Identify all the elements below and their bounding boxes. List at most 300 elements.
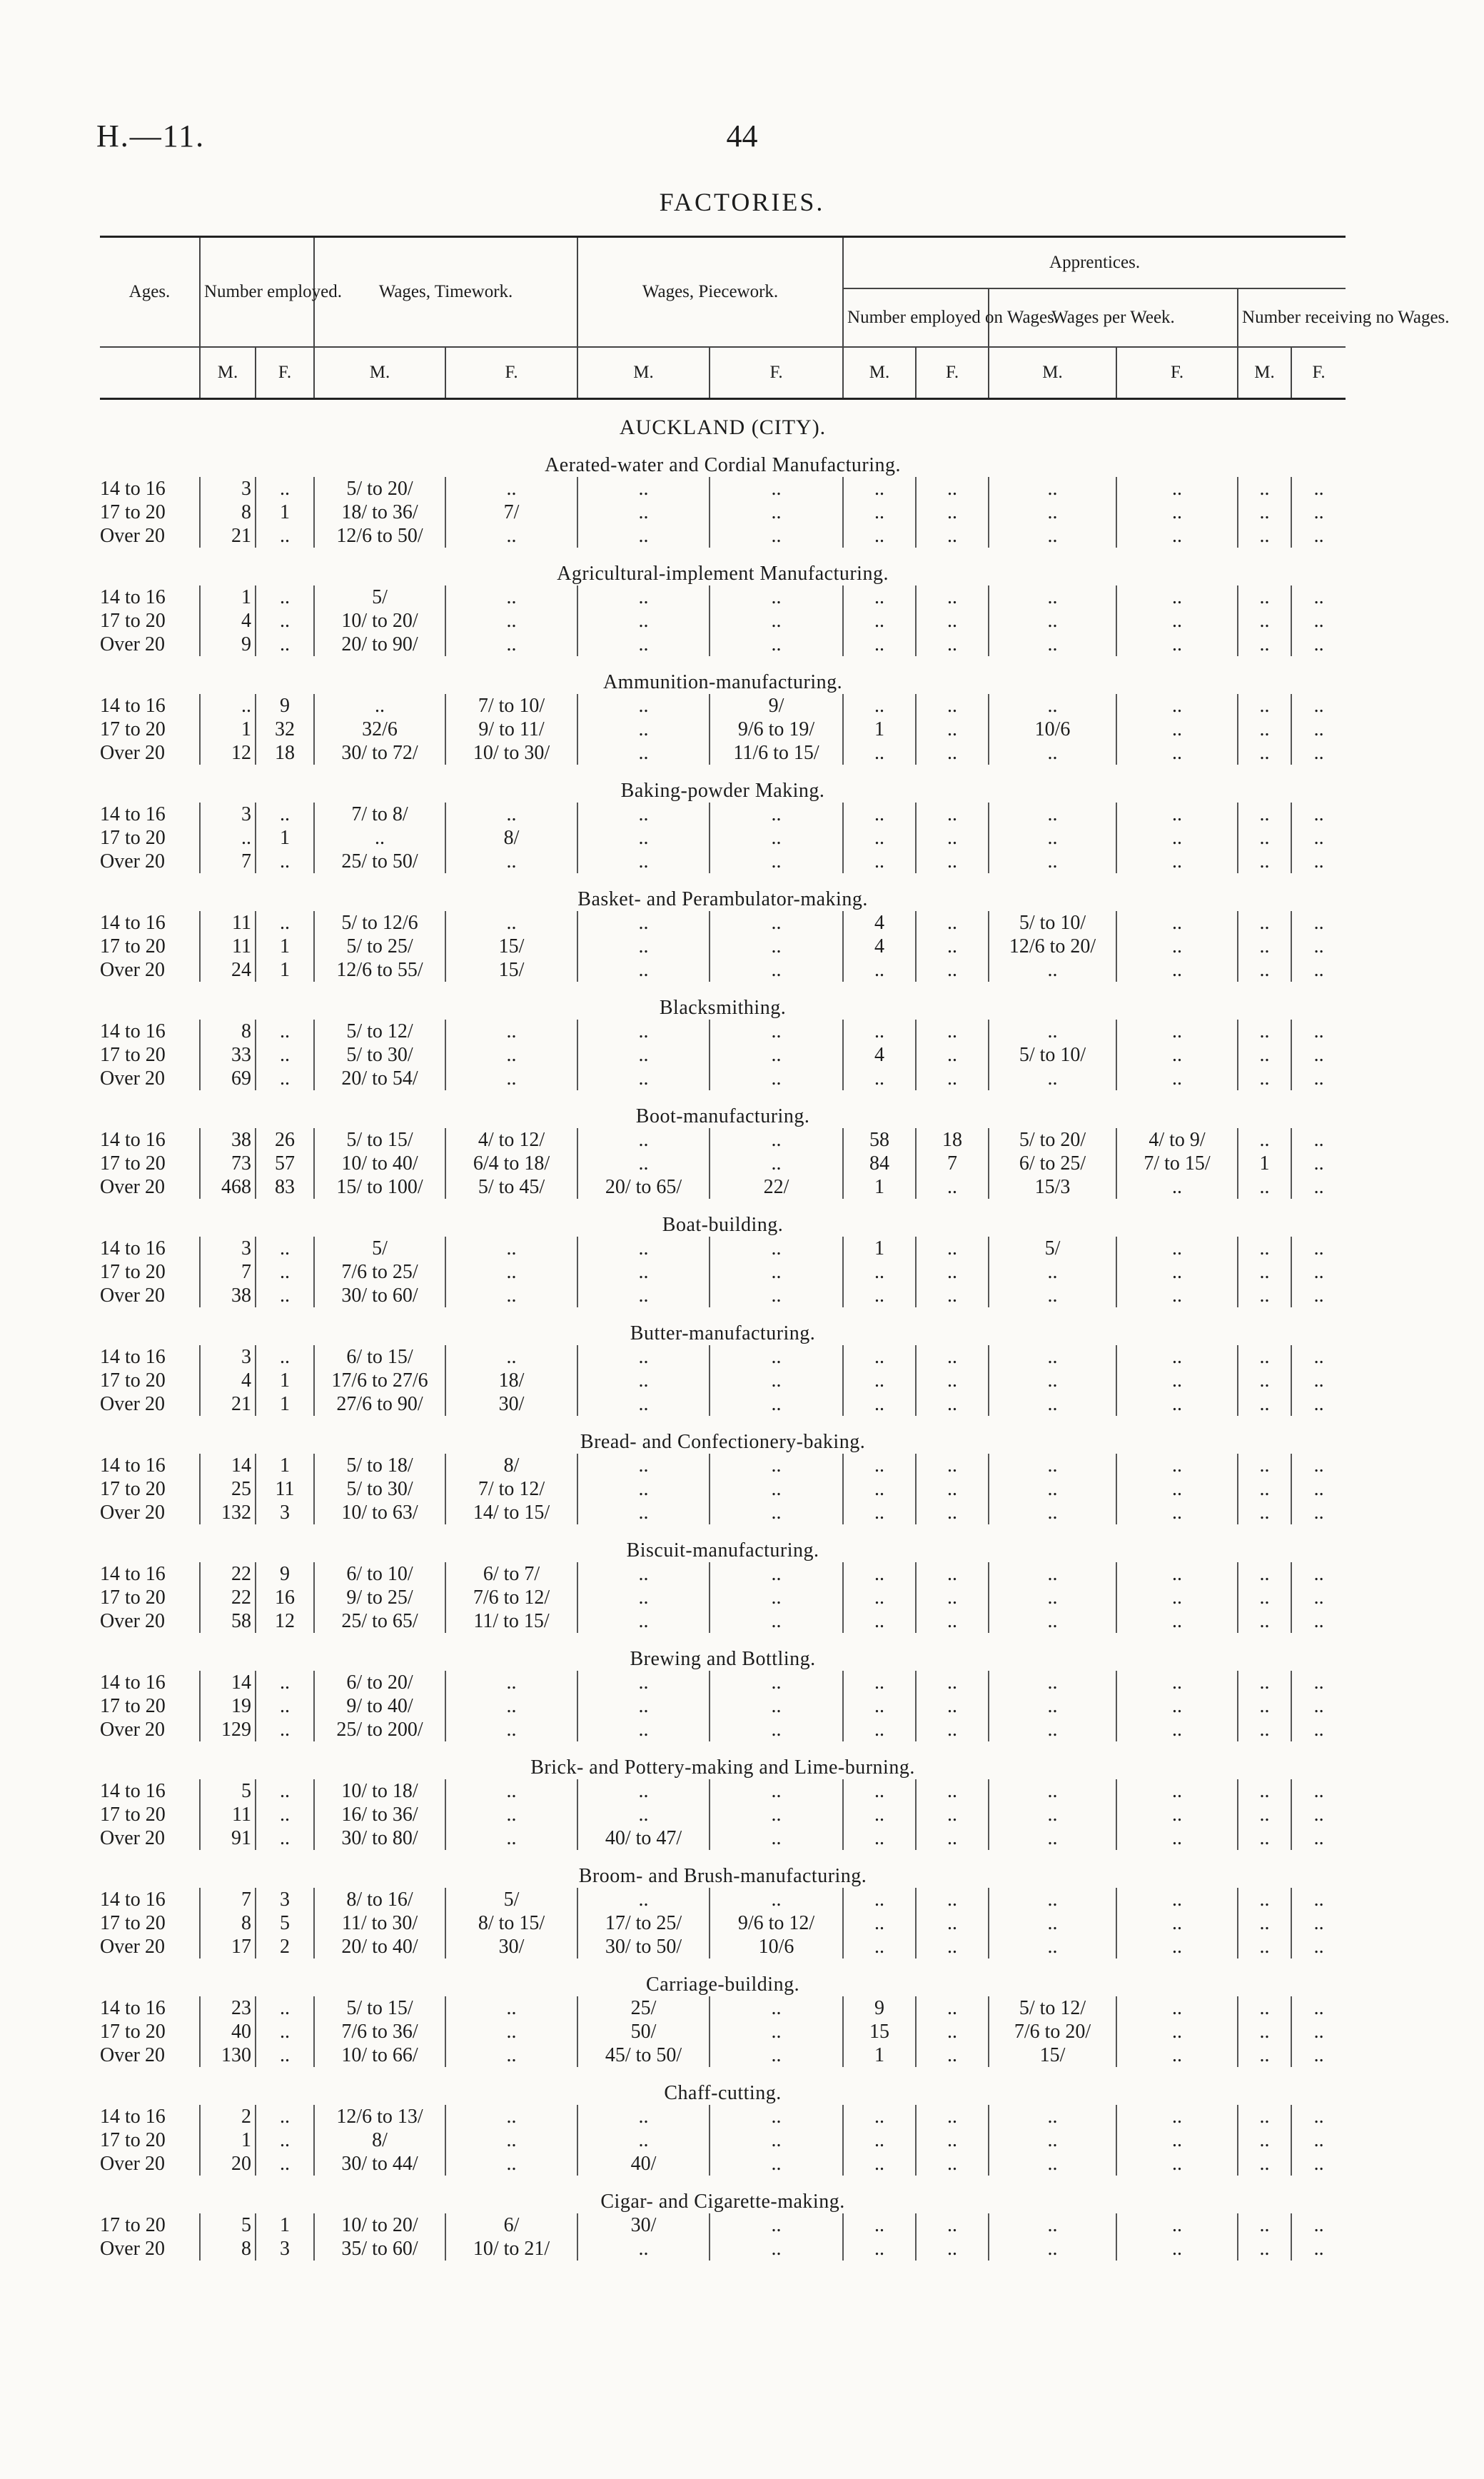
table-cell: 10/ to 21/ [445, 2237, 577, 2261]
table-cell: 6/ to 25/ [989, 1152, 1116, 1175]
table-row [100, 633, 1346, 656]
table-cell: .. [445, 850, 577, 873]
table-cell: .. [256, 1996, 314, 2020]
table-cell: 22 [200, 1562, 256, 1586]
table-cell: 6/4 to 18/ [445, 1152, 577, 1175]
industry-name: Baking-powder Making. [620, 780, 825, 802]
table-cell: .. [916, 2213, 989, 2237]
table-cell: 20/ to 90/ [314, 633, 445, 656]
age-group-cell: 17 to 20 [100, 1804, 166, 1826]
age-group-cell: 14 to 16 [100, 695, 166, 717]
table-cell: .. [1116, 1369, 1238, 1392]
industry-heading-row [100, 1524, 1346, 1562]
age-group-cell: 14 to 16 [100, 1889, 166, 1911]
table-cell: 50/ [577, 2020, 710, 2043]
table-cell: 3 [200, 803, 256, 826]
subheader-male: M. [989, 347, 1116, 399]
table-cell: .. [577, 1694, 710, 1718]
table-cell: .. [710, 2105, 843, 2128]
age-group-cell: Over 20 [100, 1610, 165, 1632]
table-cell: .. [710, 585, 843, 609]
table-header [100, 237, 1450, 399]
table-cell: .. [1291, 2213, 1346, 2237]
table-cell: .. [710, 1477, 843, 1501]
table-row [100, 1501, 1346, 1524]
table-cell: .. [445, 477, 577, 501]
table-cell: .. [445, 1237, 577, 1260]
table-cell: .. [710, 1562, 843, 1586]
table-cell: .. [989, 1671, 1116, 1694]
table-cell: .. [1116, 1718, 1238, 1741]
table-cell: .. [445, 2105, 577, 2128]
table-cell: .. [916, 524, 989, 548]
table-cell: .. [843, 2152, 916, 2176]
table-cell: 1 [1238, 1152, 1291, 1175]
table-cell: 1 [256, 1392, 314, 1416]
table-cell: .. [577, 1284, 710, 1307]
table-cell: .. [989, 2237, 1116, 2261]
industry-name: Biscuit-manufacturing. [626, 1539, 819, 1562]
table-cell: 7/6 to 20/ [989, 2020, 1116, 2043]
table-cell: 5/ to 25/ [314, 935, 445, 958]
table-cell: .. [1238, 1911, 1291, 1935]
table-cell: .. [256, 2105, 314, 2128]
table-cell: .. [1291, 911, 1346, 935]
table-cell: .. [1291, 524, 1346, 548]
table-cell: 5/ to 45/ [445, 1175, 577, 1199]
table-cell: 1 [200, 718, 256, 741]
table-cell: .. [916, 1562, 989, 1586]
table-cell: .. [577, 911, 710, 935]
table-cell: .. [1116, 1345, 1238, 1369]
age-group-cell: Over 20 [100, 1827, 165, 1849]
table-cell: .. [916, 1454, 989, 1477]
table-cell: .. [445, 803, 577, 826]
table-cell: .. [1238, 1562, 1291, 1586]
table-cell: .. [445, 1996, 577, 2020]
industry-heading-row [100, 1307, 1346, 1345]
table-cell: .. [1291, 1345, 1346, 1369]
age-group-cell: 17 to 20 [100, 610, 166, 632]
table-cell: .. [989, 1454, 1116, 1477]
table-row [100, 1345, 1346, 1369]
table-cell: .. [1291, 935, 1346, 958]
table-cell: .. [710, 1128, 843, 1152]
table-cell: 6/ [445, 2213, 577, 2237]
table-cell: .. [577, 935, 710, 958]
table-cell: .. [710, 2043, 843, 2067]
table-cell: .. [989, 1586, 1116, 1609]
page-title: FACTORIES. [659, 188, 825, 216]
table-cell: .. [989, 1369, 1116, 1392]
table-row [100, 911, 1346, 935]
table-cell: 5/ [445, 1888, 577, 1911]
table-cell: .. [916, 935, 989, 958]
subheader-male: M. [577, 347, 710, 399]
table-cell: 26 [256, 1128, 314, 1152]
table-cell: .. [1116, 1043, 1238, 1067]
table-cell: 11/ to 15/ [445, 1609, 577, 1633]
table-cell: 15/ to 100/ [314, 1175, 445, 1199]
age-group-cell: Over 20 [100, 1393, 165, 1415]
table-cell: .. [1116, 524, 1238, 548]
table-cell: .. [577, 1152, 710, 1175]
table-cell: .. [989, 826, 1116, 850]
subheader-female: F. [1291, 347, 1346, 399]
industry-name: Chaff-cutting. [664, 2082, 782, 2104]
table-cell: .. [843, 2213, 916, 2237]
table-cell: .. [256, 477, 314, 501]
table-cell: .. [1116, 2237, 1238, 2261]
table-cell: .. [843, 1779, 916, 1803]
table-cell: .. [916, 501, 989, 524]
table-cell: 1 [843, 1175, 916, 1199]
table-cell: .. [916, 1392, 989, 1416]
table-cell: .. [1116, 958, 1238, 982]
table-cell: 3 [200, 1237, 256, 1260]
table-cell: 4 [200, 1369, 256, 1392]
table-cell: 40 [200, 2020, 256, 2043]
table-cell: .. [445, 524, 577, 548]
table-cell: .. [1116, 1260, 1238, 1284]
table-cell: .. [843, 1826, 916, 1850]
table-cell: .. [1116, 1671, 1238, 1694]
table-cell: 33 [200, 1043, 256, 1067]
ages-header: Ages. [100, 237, 200, 348]
table-cell: .. [710, 826, 843, 850]
table-cell: .. [989, 1345, 1116, 1369]
age-group-cell: 17 to 20 [100, 2214, 166, 2236]
table-cell: .. [1116, 633, 1238, 656]
table-cell: .. [710, 477, 843, 501]
table-cell: .. [256, 1671, 314, 1694]
table-cell: .. [710, 501, 843, 524]
table-cell: .. [577, 1586, 710, 1609]
table-row [100, 2043, 1346, 2067]
table-cell: .. [989, 1911, 1116, 1935]
table-cell: .. [989, 2213, 1116, 2237]
table-cell: .. [843, 524, 916, 548]
industry-heading-row [100, 982, 1346, 1020]
table-cell: .. [1291, 2237, 1346, 2261]
table-row [100, 2152, 1346, 2176]
table-cell: .. [577, 477, 710, 501]
table-cell: .. [1238, 803, 1291, 826]
table-cell: 14 [200, 1671, 256, 1694]
table-cell: .. [445, 1779, 577, 1803]
table-cell: 1 [200, 585, 256, 609]
table-cell: .. [710, 911, 843, 935]
table-cell: .. [843, 1562, 916, 1586]
factories-wages-table [100, 236, 1450, 2261]
table-cell: .. [1116, 1888, 1238, 1911]
table-cell: .. [1116, 718, 1238, 741]
table-cell: .. [1291, 1152, 1346, 1175]
industry-heading-row [100, 1633, 1346, 1671]
table-cell: 6/ to 7/ [445, 1562, 577, 1586]
table-cell: 15/3 [989, 1175, 1116, 1199]
table-cell: .. [577, 1477, 710, 1501]
table-cell: .. [577, 501, 710, 524]
table-cell: .. [1238, 1779, 1291, 1803]
table-cell: .. [710, 1888, 843, 1911]
table-cell: 1 [256, 1369, 314, 1392]
age-group-cell: Over 20 [100, 850, 165, 873]
table-row [100, 741, 1346, 765]
table-cell: .. [1291, 633, 1346, 656]
table-cell: .. [1238, 1345, 1291, 1369]
table-cell: .. [1238, 741, 1291, 765]
table-cell: 12/6 to 13/ [314, 2105, 445, 2128]
table-cell: .. [710, 1067, 843, 1090]
table-cell: 40/ to 47/ [577, 1826, 710, 1850]
table-cell: .. [1116, 1175, 1238, 1199]
table-cell: .. [256, 1043, 314, 1067]
table-cell: 129 [200, 1718, 256, 1741]
sex-subheader-row [100, 347, 1346, 399]
table-cell: .. [710, 633, 843, 656]
table-cell: .. [577, 1609, 710, 1633]
industry-name: Cigar- and Cigarette-making. [600, 2191, 845, 2213]
table-cell: .. [843, 2105, 916, 2128]
report-reference: H.—11. [96, 119, 206, 154]
age-group-cell: Over 20 [100, 1936, 165, 1958]
subheader-female: F. [1116, 347, 1238, 399]
table-cell: .. [1291, 1586, 1346, 1609]
age-group-cell: 14 to 16 [100, 478, 166, 500]
table-cell: .. [256, 1067, 314, 1090]
table-cell: .. [1116, 911, 1238, 935]
industry-name: Bread- and Confectionery-baking. [580, 1431, 866, 1453]
table-cell: .. [445, 1671, 577, 1694]
table-cell: 130 [200, 2043, 256, 2067]
table-cell: 1 [256, 1454, 314, 1477]
table-cell: 8 [200, 501, 256, 524]
age-group-cell: Over 20 [100, 1176, 165, 1198]
table-cell: .. [843, 1609, 916, 1633]
table-cell: 7/ to 10/ [445, 694, 577, 718]
table-cell: 83 [256, 1175, 314, 1199]
table-cell: .. [1116, 1237, 1238, 1260]
table-cell: .. [989, 1609, 1116, 1633]
table-cell: 9 [256, 1562, 314, 1586]
table-cell: .. [989, 2128, 1116, 2152]
table-cell: .. [1116, 2105, 1238, 2128]
table-cell: 14/ to 15/ [445, 1501, 577, 1524]
table-row [100, 1935, 1346, 1958]
table-cell: 30/ to 44/ [314, 2152, 445, 2176]
table-cell: 9 [843, 1996, 916, 2020]
table-cell: .. [916, 2043, 989, 2067]
table-row [100, 477, 1346, 501]
table-cell: 15/ [445, 958, 577, 982]
table-cell: .. [256, 2020, 314, 2043]
table-cell: 12 [256, 1609, 314, 1633]
table-cell: 5/ to 30/ [314, 1043, 445, 1067]
age-group-cell: 17 to 20 [100, 1261, 166, 1283]
subheader-female: F. [710, 347, 843, 399]
table-row [100, 1237, 1346, 1260]
table-row [100, 1911, 1346, 1935]
table-cell: .. [1291, 609, 1346, 633]
table-cell: .. [916, 1911, 989, 1935]
table-cell: .. [916, 694, 989, 718]
table-cell: .. [256, 1260, 314, 1284]
table-cell: 9 [200, 633, 256, 656]
table-cell: .. [1116, 1020, 1238, 1043]
table-cell: .. [916, 1779, 989, 1803]
table-cell: .. [1291, 718, 1346, 741]
table-cell: .. [710, 935, 843, 958]
industry-heading-row [100, 765, 1346, 803]
table-cell: .. [916, 1609, 989, 1633]
wages-timework-header: Wages, Timework. [314, 237, 577, 348]
table-cell: 11 [200, 935, 256, 958]
table-cell: 1 [843, 1237, 916, 1260]
table-cell: 14 [200, 1454, 256, 1477]
table-row [100, 524, 1346, 548]
table-cell: .. [577, 694, 710, 718]
table-cell: 23 [200, 1996, 256, 2020]
table-cell: 6/ to 15/ [314, 1345, 445, 1369]
table-cell: 10/6 [710, 1935, 843, 1958]
table-cell: .. [1291, 2105, 1346, 2128]
table-cell: .. [843, 1694, 916, 1718]
table-cell: 57 [256, 1152, 314, 1175]
table-cell: .. [710, 958, 843, 982]
table-cell: 5/ to 12/ [989, 1996, 1116, 2020]
table-cell: .. [989, 1935, 1116, 1958]
table-cell: .. [843, 803, 916, 826]
industry-heading-row [100, 873, 1346, 911]
table-cell: .. [989, 1888, 1116, 1911]
table-row [100, 1803, 1346, 1826]
table-cell: .. [200, 694, 256, 718]
table-cell: .. [916, 609, 989, 633]
industry-name: Basket- and Perambulator-making. [577, 888, 868, 910]
table-cell: .. [1238, 1260, 1291, 1284]
table-cell: .. [1116, 935, 1238, 958]
table-cell: 7/ to 8/ [314, 803, 445, 826]
table-cell: .. [577, 633, 710, 656]
table-row [100, 2213, 1346, 2237]
table-cell: .. [1291, 826, 1346, 850]
table-cell: .. [989, 1694, 1116, 1718]
table-body [100, 399, 1346, 2261]
table-cell: .. [577, 1369, 710, 1392]
table-cell: 12/6 to 50/ [314, 524, 445, 548]
table-cell: 11 [256, 1477, 314, 1501]
table-row [100, 1260, 1346, 1284]
table-cell: .. [916, 1477, 989, 1501]
table-cell: .. [1291, 1718, 1346, 1741]
table-cell: .. [843, 1392, 916, 1416]
table-cell: .. [445, 1260, 577, 1284]
table-row [100, 1718, 1346, 1741]
table-cell: .. [1116, 1067, 1238, 1090]
table-cell: .. [989, 694, 1116, 718]
table-cell: .. [577, 1392, 710, 1416]
industry-heading-row [100, 1741, 1346, 1779]
table-cell: .. [989, 1392, 1116, 1416]
table-cell: 9/ to 11/ [445, 718, 577, 741]
age-group-cell: 14 to 16 [100, 803, 166, 825]
table-cell: 11/ to 30/ [314, 1911, 445, 1935]
table-cell: .. [1291, 741, 1346, 765]
table-row [100, 1284, 1346, 1307]
table-cell: .. [445, 1020, 577, 1043]
table-cell: .. [1238, 1935, 1291, 1958]
table-cell: .. [577, 1128, 710, 1152]
table-row [100, 1826, 1346, 1850]
table-cell: .. [916, 2020, 989, 2043]
table-cell: .. [1238, 585, 1291, 609]
age-group-cell: 14 to 16 [100, 1454, 166, 1477]
table-cell: .. [916, 1284, 989, 1307]
table-cell: .. [256, 2043, 314, 2067]
table-cell: .. [577, 1067, 710, 1090]
table-cell: .. [989, 1718, 1116, 1741]
table-cell: .. [1116, 1454, 1238, 1477]
table-row [100, 1562, 1346, 1586]
table-cell: 8 [200, 1020, 256, 1043]
table-cell: .. [1116, 1694, 1238, 1718]
table-cell: .. [1238, 1694, 1291, 1718]
table-cell: .. [916, 718, 989, 741]
table-cell: .. [1238, 1128, 1291, 1152]
table-cell: .. [843, 826, 916, 850]
age-group-cell: Over 20 [100, 742, 165, 764]
industry-heading-row [100, 2067, 1346, 2105]
table-cell: 21 [200, 524, 256, 548]
table-cell: .. [256, 1826, 314, 1850]
table-cell: 30/ to 60/ [314, 1284, 445, 1307]
table-cell: .. [1291, 958, 1346, 982]
table-cell: 7 [200, 1260, 256, 1284]
table-cell: 30/ [445, 1392, 577, 1416]
table-cell: 8/ [445, 826, 577, 850]
table-cell: 5/ to 20/ [989, 1128, 1116, 1152]
table-cell: .. [916, 803, 989, 826]
age-group-cell: Over 20 [100, 1284, 165, 1307]
table-cell: .. [916, 1043, 989, 1067]
table-cell: 5/ [314, 585, 445, 609]
table-cell: .. [256, 524, 314, 548]
age-group-cell: 14 to 16 [100, 586, 166, 608]
table-cell: .. [577, 850, 710, 873]
table-cell: .. [843, 609, 916, 633]
table-cell: 20 [200, 2152, 256, 2176]
table-cell: .. [843, 1888, 916, 1911]
table-cell: .. [1116, 477, 1238, 501]
table-cell: .. [1116, 2128, 1238, 2152]
table-cell: 9/ [710, 694, 843, 718]
table-cell: .. [1238, 2237, 1291, 2261]
table-cell: 22 [200, 1586, 256, 1609]
table-cell: 132 [200, 1501, 256, 1524]
industry-name: Ammunition-manufacturing. [602, 671, 843, 693]
table-cell: .. [710, 1694, 843, 1718]
table-cell: 17/ to 25/ [577, 1911, 710, 1935]
table-cell: .. [989, 958, 1116, 982]
table-cell: .. [1116, 1284, 1238, 1307]
table-cell: .. [445, 1826, 577, 1850]
table-cell: .. [577, 2237, 710, 2261]
table-cell: .. [577, 1454, 710, 1477]
table-cell: .. [989, 741, 1116, 765]
table-cell: .. [1238, 1671, 1291, 1694]
table-cell: 16 [256, 1586, 314, 1609]
